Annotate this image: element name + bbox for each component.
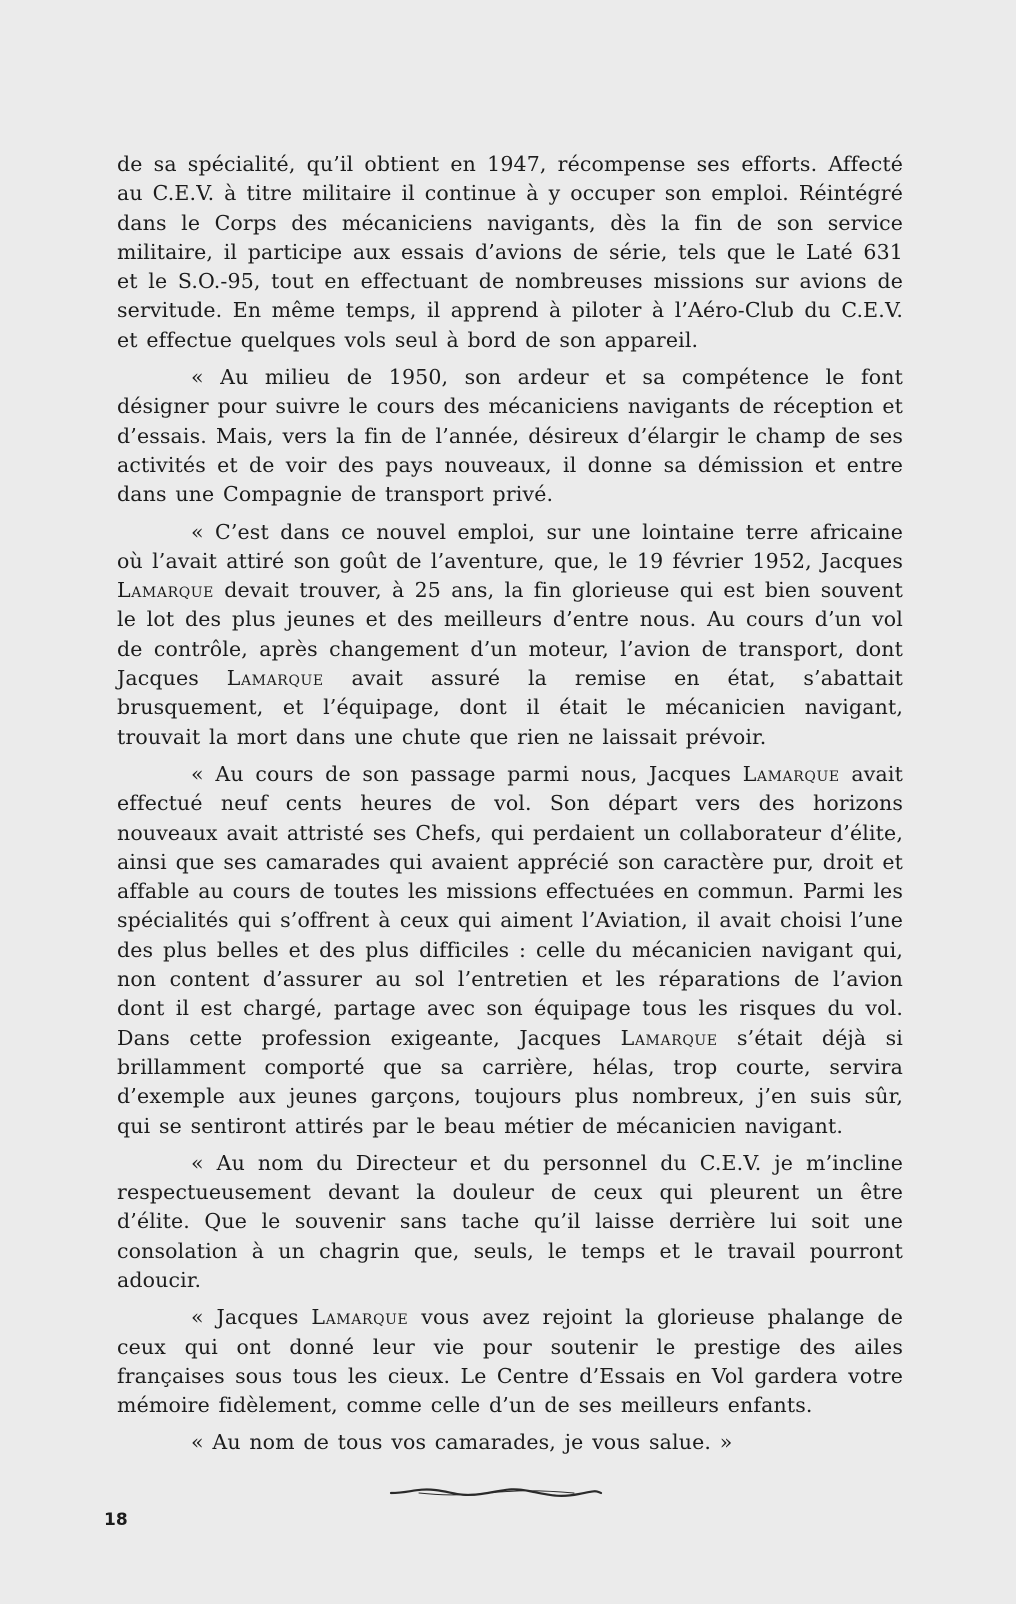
paragraph-p4 <box>117 760 903 1141</box>
name-small-caps: Lamarque <box>311 1305 409 1330</box>
text-run: de sa spécialité, qu’il obtient en 1947, récompense ses efforts. Affecté au C.E.V. à titre militaire il continue à y occuper son emploi. Réintégré dans le Corps des mécaniciens navigants, dès la fin de son service militaire, il participe aux essais d’avions de série, tels que le Laté 631 et le S.O.-95, tout en effectuant de nombreuses missions sur avions de servitude. En même temps, il apprend à piloter à l’Aéro-Club du C.E.V. et effectue quelques vols seul à bord de son appareil. <box>117 152 903 352</box>
text-run: « Au nom du Directeur et du personnel du C.E.V. je m’incline respectueusement devant la douleur de ceux qui pleurent un être d’élite. Que le souvenir sans tache qu’il laisse derrière lui soit une consolation à un chagrin que, seuls, le temps et le travail pourront adoucir. <box>117 1150 903 1292</box>
paragraph-p3 <box>117 518 903 752</box>
text-run: avait assuré la remise en état, s’abattait brusquement, et l’équipage, dont il était le mécanicien navigant, trouvait la mort dans une chute que rien ne laissait prévoir. <box>117 666 903 749</box>
text-run: « C’est dans ce nouvel emploi, sur une lointaine terre africaine où l’avait attiré son goût de l’aventure, que, le 19 février 1952, Jacques <box>117 519 903 573</box>
text-run: vous avez rejoint la glorieuse phalange de ceux qui ont donné leur vie pour soutenir le prestige des ailes françaises sous tous les cieux. Le Centre d’Essais en Vol gardera votre mémoire fidèlement, comme celle d’un de ses meilleurs enfants. <box>117 1305 903 1418</box>
name-small-caps: Lamarque <box>117 578 215 603</box>
text-run: « Au cours de son passage parmi nous, Jacques <box>191 761 743 786</box>
paragraph-p7 <box>117 1428 903 1457</box>
paragraph-p1 <box>117 150 903 355</box>
page-number: 18 <box>104 1510 128 1530</box>
text-run: devait trouver, à 25 ans, la fin glorieuse qui est bien souvent le lot des plus jeunes et des meilleurs d’entre nous. Au cours d’un vol de contrôle, après changement d’un moteur, l’avion de transport, dont Jacques <box>117 578 903 691</box>
text-run: « Jacques <box>191 1305 312 1330</box>
body-text <box>117 150 903 1466</box>
paragraph-p6 <box>117 1303 903 1420</box>
name-small-caps: Lamarque <box>226 666 324 691</box>
paragraph-p2 <box>117 363 903 509</box>
name-small-caps: Lamarque <box>742 761 840 786</box>
paragraph-p5 <box>117 1149 903 1295</box>
ornamental-divider-icon <box>389 1484 603 1502</box>
text-run: « Au milieu de 1950, son ardeur et sa compétence le font désigner pour suivre le cours des mécaniciens navigants de réception et d’essais. Mais, vers la fin de l’année, désireux d’élargir le champ de ses activités et de voir des pays nouveaux, il donne sa démission et entre dans une Compagnie de transport privé. <box>117 365 903 507</box>
text-run: avait effectué neuf cents heures de vol. Son départ vers des horizons nouveaux avait attristé ses Chefs, qui perdaient un collaborateur d’élite, ainsi que ses camarades qui avaient apprécié son caractère pur, droit et affable au cours de toutes les missions effectuées en commun. Parmi les spécialités qui s’offrent à ceux qui aiment l’Aviation, il avait choisi l’une des plus belles et des plus difficiles : celle du mécanicien navigant qui, non content d’assurer au sol l’entretien et les réparations de l’avion dont il est chargé, partage avec son équipage tous les risques du vol. Dans cette profession exigeante, Jacques <box>117 761 903 1050</box>
text-run: s’était déjà si brillamment comporté que sa carrière, hélas, trop courte, servira d’exemple aux jeunes garçons, toujours plus nombreux, j’en suis sûr, qui se sentiront attirés par le beau métier de mécanicien navigant. <box>117 1025 903 1138</box>
name-small-caps: Lamarque <box>620 1025 718 1050</box>
text-run: « Au nom de tous vos camarades, je vous salue. » <box>191 1430 733 1455</box>
